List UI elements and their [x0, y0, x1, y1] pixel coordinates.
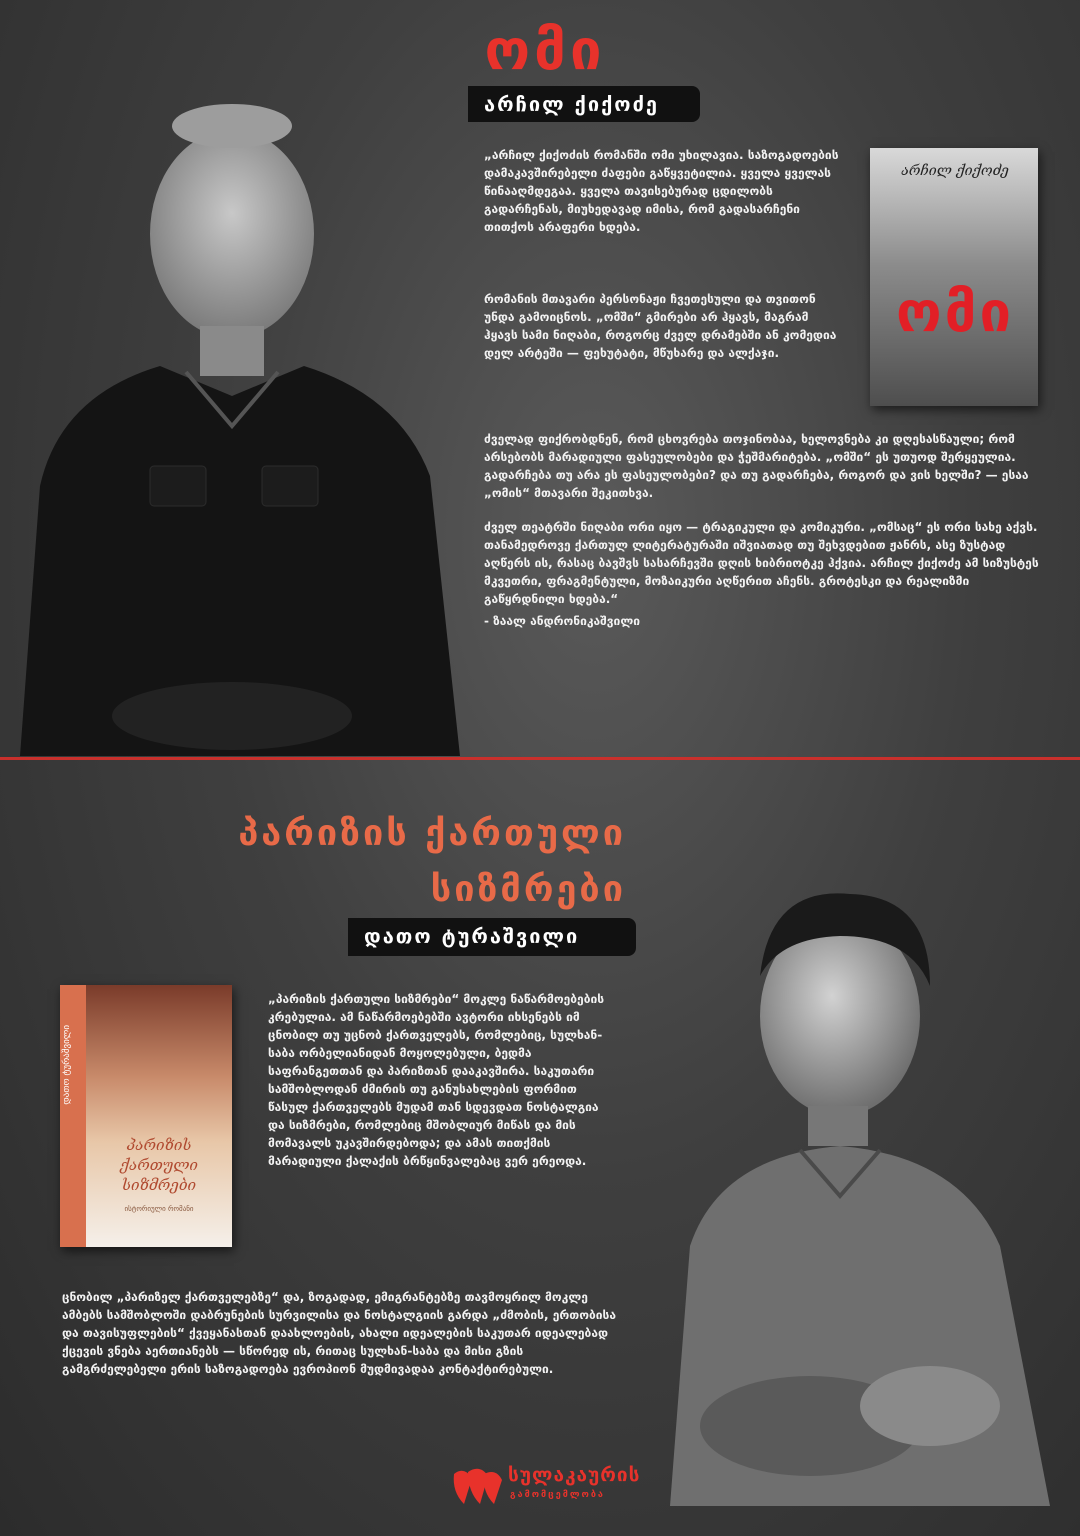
- book2-cover-title: პარიზის ქართული სიზმრები: [120, 1136, 198, 1194]
- book2-title-line1: პარიზის ქართული: [238, 813, 626, 854]
- book1-quote-author: - ზაალ ანდრონიკაშვილი: [484, 614, 640, 628]
- publisher-logo: [450, 1462, 650, 1510]
- section-divider: [0, 757, 1080, 760]
- book1-text: [484, 146, 844, 252]
- book2-paragraph-2: ცნობილ „პარიზელ ქართველებზე“ და, ზოგადად, ემიგრანტებზე თავმოყრილ მოკლე ამბებს სამშობლოში დაბრუნების სურვილისა და ნოსტალგიის გარდა „ძმობის, ერთობისა და თავისუფლების“ ქვეყანასთან დაახლოების, ახალი იდეალების საკუთარ იდეალებად ქცევის ვნება აერთიანებს — სწორედ ის, რითაც სულხან-საბა და მისი გზის გამგრძელებელი ერის საზოგადოება ევროპიონ მუდმივადაა კონტაქტირებული.: [62, 1290, 616, 1376]
- book1-paragraph-1: „არჩილ ქიქოძის რომანში ომი უხილავია. საზოგადოების დამაკავშირებელი ძაფები გაწყვეტილია. ყველა ყველას წინააღმდეგაა. ყველა თავისებურად ცდილობს გადარჩენას, მიუხედავად იმისა, რომ გადასარჩენი თითქოს არაფერი ხდება.: [484, 148, 839, 234]
- book1-text-b: [484, 290, 844, 378]
- book2-cover-author: დათო ტურაშვილი: [62, 1025, 72, 1105]
- book1-title: ომი: [484, 18, 606, 83]
- book2-cover: [60, 985, 232, 1247]
- book2-title-line2: სიზმრები: [430, 869, 626, 910]
- book1-cover-title: ომი: [896, 280, 1014, 345]
- publisher-subtitle: გამომცემლობა: [510, 1490, 605, 1500]
- book2-title: [96, 806, 626, 918]
- book1-paragraph-3: ძველად ფიქრობდნენ, რომ ცხოვრება თოჯინობაა, ხელოვნება კი დღესასწაული; რომ არსებობს მარადიული ფასეულობები და ჭეშმარიტება. „ომში“ ეს უთუოდ შერყეულია. გადარჩება თუ არა ეს ფასეულობები? და თუ გადარჩება, როგორ და ვის ხელში? — ესაა „ომის“ მთავარი შეკითხვა.: [484, 432, 1029, 500]
- book1-cover-author: არჩილ ქიქოძე: [901, 163, 1009, 179]
- publisher-name: სულაკაურის: [508, 1464, 641, 1486]
- book2-author-bar: დათო ტურაშვილი: [348, 918, 636, 956]
- portrait-dato-turashvili: [630, 866, 1080, 1506]
- book1-cover: [870, 148, 1038, 406]
- portrait-archil-kikodze: [0, 96, 468, 756]
- book2-cover-subtitle: ისტორიული რომანი: [124, 1205, 194, 1213]
- book2-paragraph-1: „პარიზის ქართული სიზმრები“ მოკლე ნაწარმოებების კრებულია. ამ ნაწარმოებებში ავტორი იხსენებს იმ ცნობილ თუ უცნობ ქართველებს, რომლებიც, სულხან-საბა ორბელიანიდან მოყოლებული, ბედმა საფრანგეთთან და პარიზთან დააკავშირა. საკუთარი სამშობლოდან ძმირის თუ განუსახლების ფორმით წასულ ქართველებს მუდამ თან სდევდათ ნოსტალგია და სიზმრები, რომლებიც მშობლიურ მიწას და მის მომავალს უკავშირდებოდა; და ამას თითქმის მარადიული ქალაქის ბრწყინვალებაც ვერ ერეოდა.: [268, 992, 605, 1168]
- book2-text-b: [62, 1288, 622, 1394]
- book2-text: [268, 990, 608, 1186]
- book1-paragraph-2: რომანის მთავარი პერსონაჟი ჩვეთესული და თვითონ უნდა გამოიცნოს. „ომში“ გმირები არ ჰყავს, მაგრამ ჰყავს სამი ნიღაბი, როგორც ძველ დრამებში ან კომედია დელ არტეში — ფეხუტატი, მწუხარე და ალქაჯი.: [484, 292, 837, 360]
- book1-author-bar: არჩილ ქიქოძე: [468, 86, 700, 122]
- book1-text-full: [484, 430, 1044, 646]
- book1-paragraph-4: ძველ თეატრში ნიღაბი ორი იყო — ტრაგიკული და კომიკური. „ომსაც“ ეს ორი სახე აქვს. თანამედროვე ქართულ ლიტერატურაში იშვიათად თუ შეხვდებით ჟანრს, ასე ზუსტად აღწერს ის, რასაც ბავშვს სასარჩევში დღის ხიბრიოტკე ჰქვია. არჩილ ქიქოძე ამ სიზუსტეს მკვეთრი, ფრაგმენტული, მოზაიკური აღწერით აჩენს. გროტესკი და რეალიზმი გაწყრდნილი ხდება.“: [484, 520, 1039, 606]
- publisher-logo-icon: [450, 1464, 504, 1508]
